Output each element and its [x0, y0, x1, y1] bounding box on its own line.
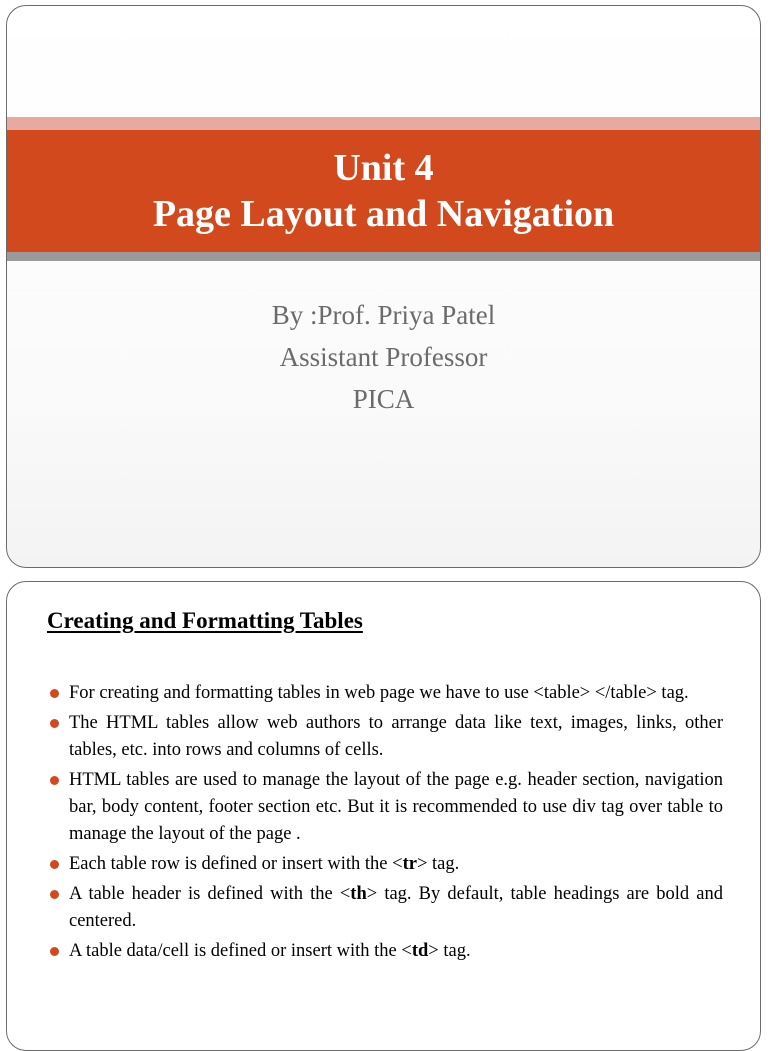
bullet-dot-icon [50, 719, 59, 728]
bullet-text: For creating and formatting tables in web page we have to use <table> </table> tag. [69, 683, 689, 703]
bullet-text-pre: Each table row is defined or insert with the < [69, 854, 403, 874]
bullet-tag: td [411, 941, 429, 961]
bullet-dot-icon [50, 689, 59, 698]
slide-title-line2: Page Layout and Navigation [152, 193, 615, 235]
bullet-dot-icon [50, 947, 59, 956]
bullet-dot-icon [50, 860, 59, 869]
title-slide [6, 5, 761, 568]
slide-heading: Creating and Formatting Tables [47, 608, 363, 633]
bullet-text-post: > tag. [416, 854, 460, 874]
bullet-dot-icon [50, 776, 59, 785]
title-bottom-stripe [7, 252, 760, 261]
author-name: By :Prof. Priya Patel [271, 300, 496, 330]
title-top-stripe [7, 117, 760, 130]
content-slide [6, 581, 761, 1051]
bullet-tag: tr [402, 854, 417, 874]
bullet-text: HTML tables are used to manage the layout of the page e.g. header section, navigation bar, body content, footer section etc. But it is recommended to use div tag over table to manage the layout of the page . [69, 770, 723, 844]
bullet-item [47, 938, 723, 965]
title-band [7, 130, 760, 252]
bullet-tag: th [350, 884, 367, 904]
bullet-text: The HTML tables allow web authors to arrange data like text, images, links, other tables, etc. into rows and columns of cells. [69, 713, 723, 760]
author-designation: Assistant Professor [279, 342, 488, 372]
bullet-item [47, 710, 723, 764]
bullet-item [47, 881, 723, 935]
bullet-dot-icon [50, 890, 59, 899]
bullet-list [47, 680, 723, 968]
bullet-item [47, 680, 723, 707]
bullet-text-post: > tag. [428, 941, 471, 961]
slide-title-line1: Unit 4 [333, 147, 434, 189]
byline [7, 294, 760, 420]
bullet-text-pre: A table header is defined with the < [69, 884, 351, 904]
bullet-item [47, 767, 723, 848]
bullet-text-post: > tag. By default, table headings are bold and centered. [69, 884, 723, 931]
bullet-text-pre: A table data/cell is defined or insert with the < [69, 941, 412, 961]
author-institute: PICA [352, 384, 415, 414]
bullet-item [47, 851, 723, 878]
